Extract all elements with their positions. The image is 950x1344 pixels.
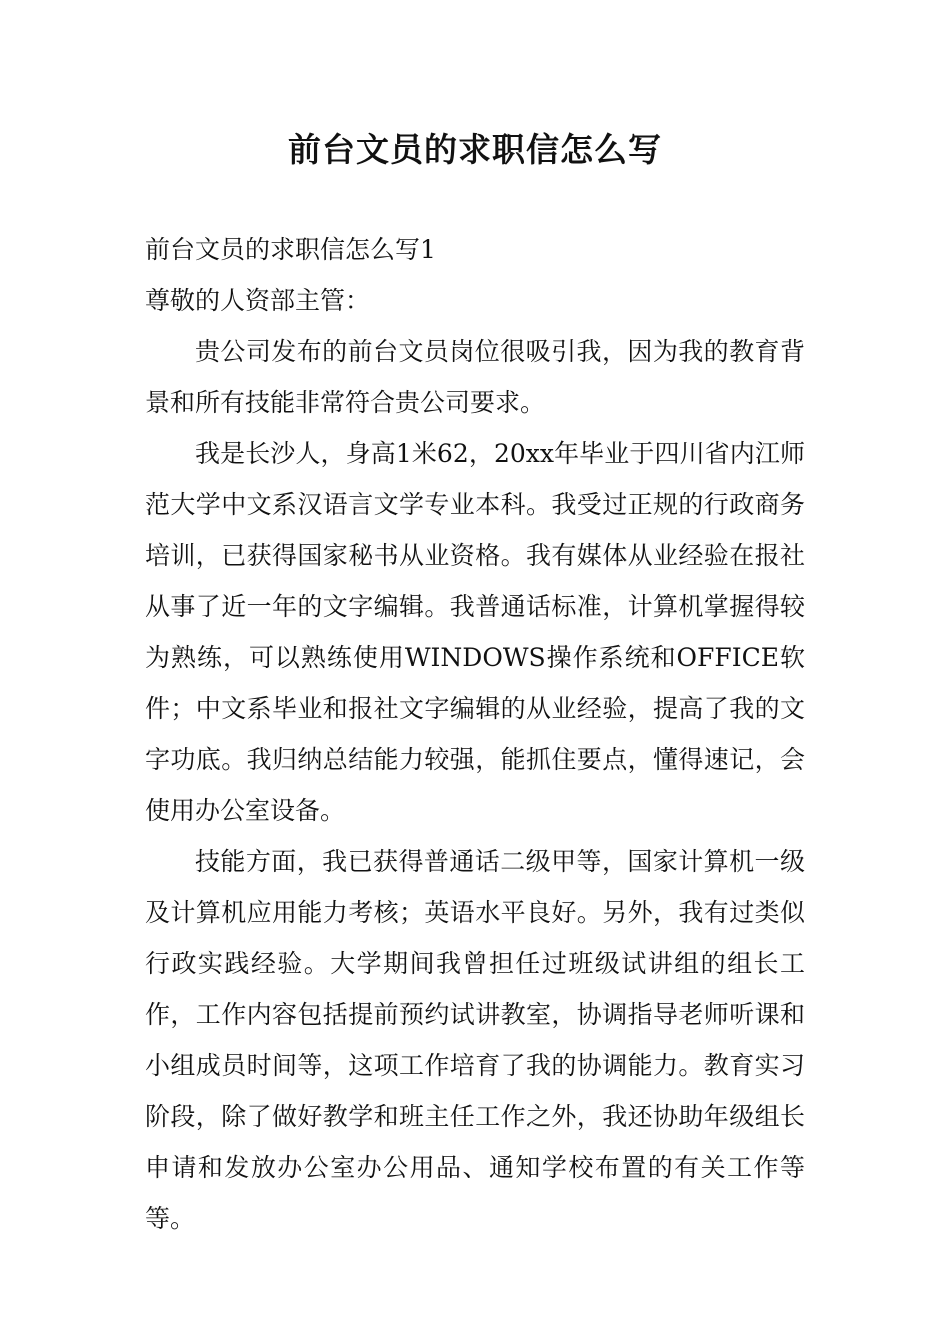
paragraph-background: 我是长沙人，身高1米62，20xx年毕业于四川省内江师范大学中文系汉语言文学专业本科。我受过正规的行政商务培训，已获得国家秘书从业资格。我有媒体从业经验在报社从事了近一年的文字编辑。我普通话标准，计算机掌握得较为熟练，可以熟练使用WINDOWS操作系统和OFFICE软件；中文系毕业和报社文字编辑的从业经验，提高了我的文字功底。我归纳总结能力较强，能抓住要点，懂得速记，会使用办公室设备。	[145, 439, 805, 825]
paragraph-intro: 贵公司发布的前台文员岗位很吸引我，因为我的教育背景和所有技能非常符合贵公司要求。	[145, 337, 805, 417]
document-body	[145, 224, 805, 1244]
paragraph-skills: 技能方面，我已获得普通话二级甲等，国家计算机一级及计算机应用能力考核；英语水平良好。另外，我有过类似行政实践经验。大学期间我曾担任过班级试讲组的组长工作，工作内容包括提前预约试讲教室，协调指导老师听课和小组成员时间等，这项工作培育了我的协调能力。教育实习阶段，除了做好教学和班主任工作之外，我还协助年级组长申请和发放办公室办公用品、通知学校布置的有关工作等等。	[145, 847, 805, 1233]
section-heading: 前台文员的求职信怎么写1	[145, 235, 436, 264]
salutation: 尊敬的人资部主管：	[145, 286, 371, 315]
document-title: 前台文员的求职信怎么写	[288, 130, 662, 169]
